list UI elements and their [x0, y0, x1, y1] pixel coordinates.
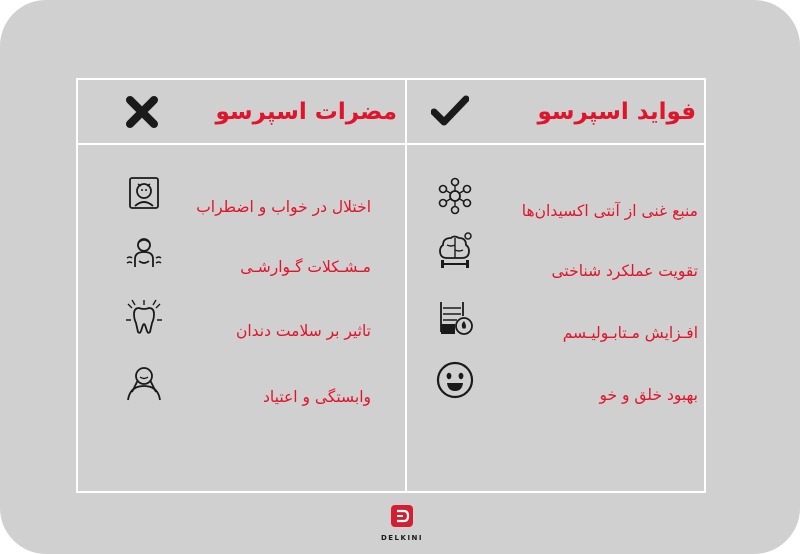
brand-logo: [372, 505, 432, 542]
benefit-label: منبع غنی از آنتی اکسیدان‌ها: [521, 202, 698, 220]
harm-item-teeth: [78, 302, 405, 346]
harm-item-sleep: [78, 178, 405, 222]
harms-title: مضرات اسپرسو: [215, 98, 397, 125]
stressed-person-icon: [124, 362, 164, 402]
benefit-item-metabolism: [407, 302, 704, 346]
benefit-item-antioxidants: [407, 180, 704, 224]
benefit-item-mood: [407, 362, 704, 406]
stomach-ache-icon: [124, 234, 164, 274]
benefits-header: [407, 80, 704, 143]
harm-item-addiction: [78, 368, 405, 412]
delkini-logo-icon: [391, 505, 413, 527]
checkmark-icon: [431, 94, 469, 128]
harms-header: [78, 80, 405, 143]
header-divider: [78, 143, 704, 145]
brain-gear-icon: [435, 230, 475, 270]
harm-label: وابستگی و اعتیاد: [263, 388, 371, 406]
harm-label: مـشـکلات گـوارشـی: [240, 258, 371, 276]
tooth-pain-icon: [124, 298, 164, 338]
harm-label: تاثیر بر سلامت دندان: [235, 322, 371, 340]
harm-item-digestion: [78, 238, 405, 282]
benefit-label: بهبود خلق و خو: [599, 386, 698, 404]
benefit-label: افـزایش مـتابـولیـسم: [562, 324, 698, 342]
benefits-title: فواید اسپرسو: [537, 98, 696, 125]
molecule-icon: [435, 176, 475, 216]
benefit-item-cognition: [407, 240, 704, 284]
brand-name: DELKINI: [380, 534, 424, 542]
comparison-table: [76, 78, 706, 493]
cross-icon: [124, 94, 160, 130]
benefit-label: تقویت عملکرد شناختی: [551, 262, 698, 280]
harm-label: اختلال در خواب و اضطراب: [196, 198, 371, 216]
insomnia-icon: [124, 174, 164, 214]
body-metabolism-icon: [435, 298, 475, 338]
smiley-face-icon: [435, 360, 475, 400]
